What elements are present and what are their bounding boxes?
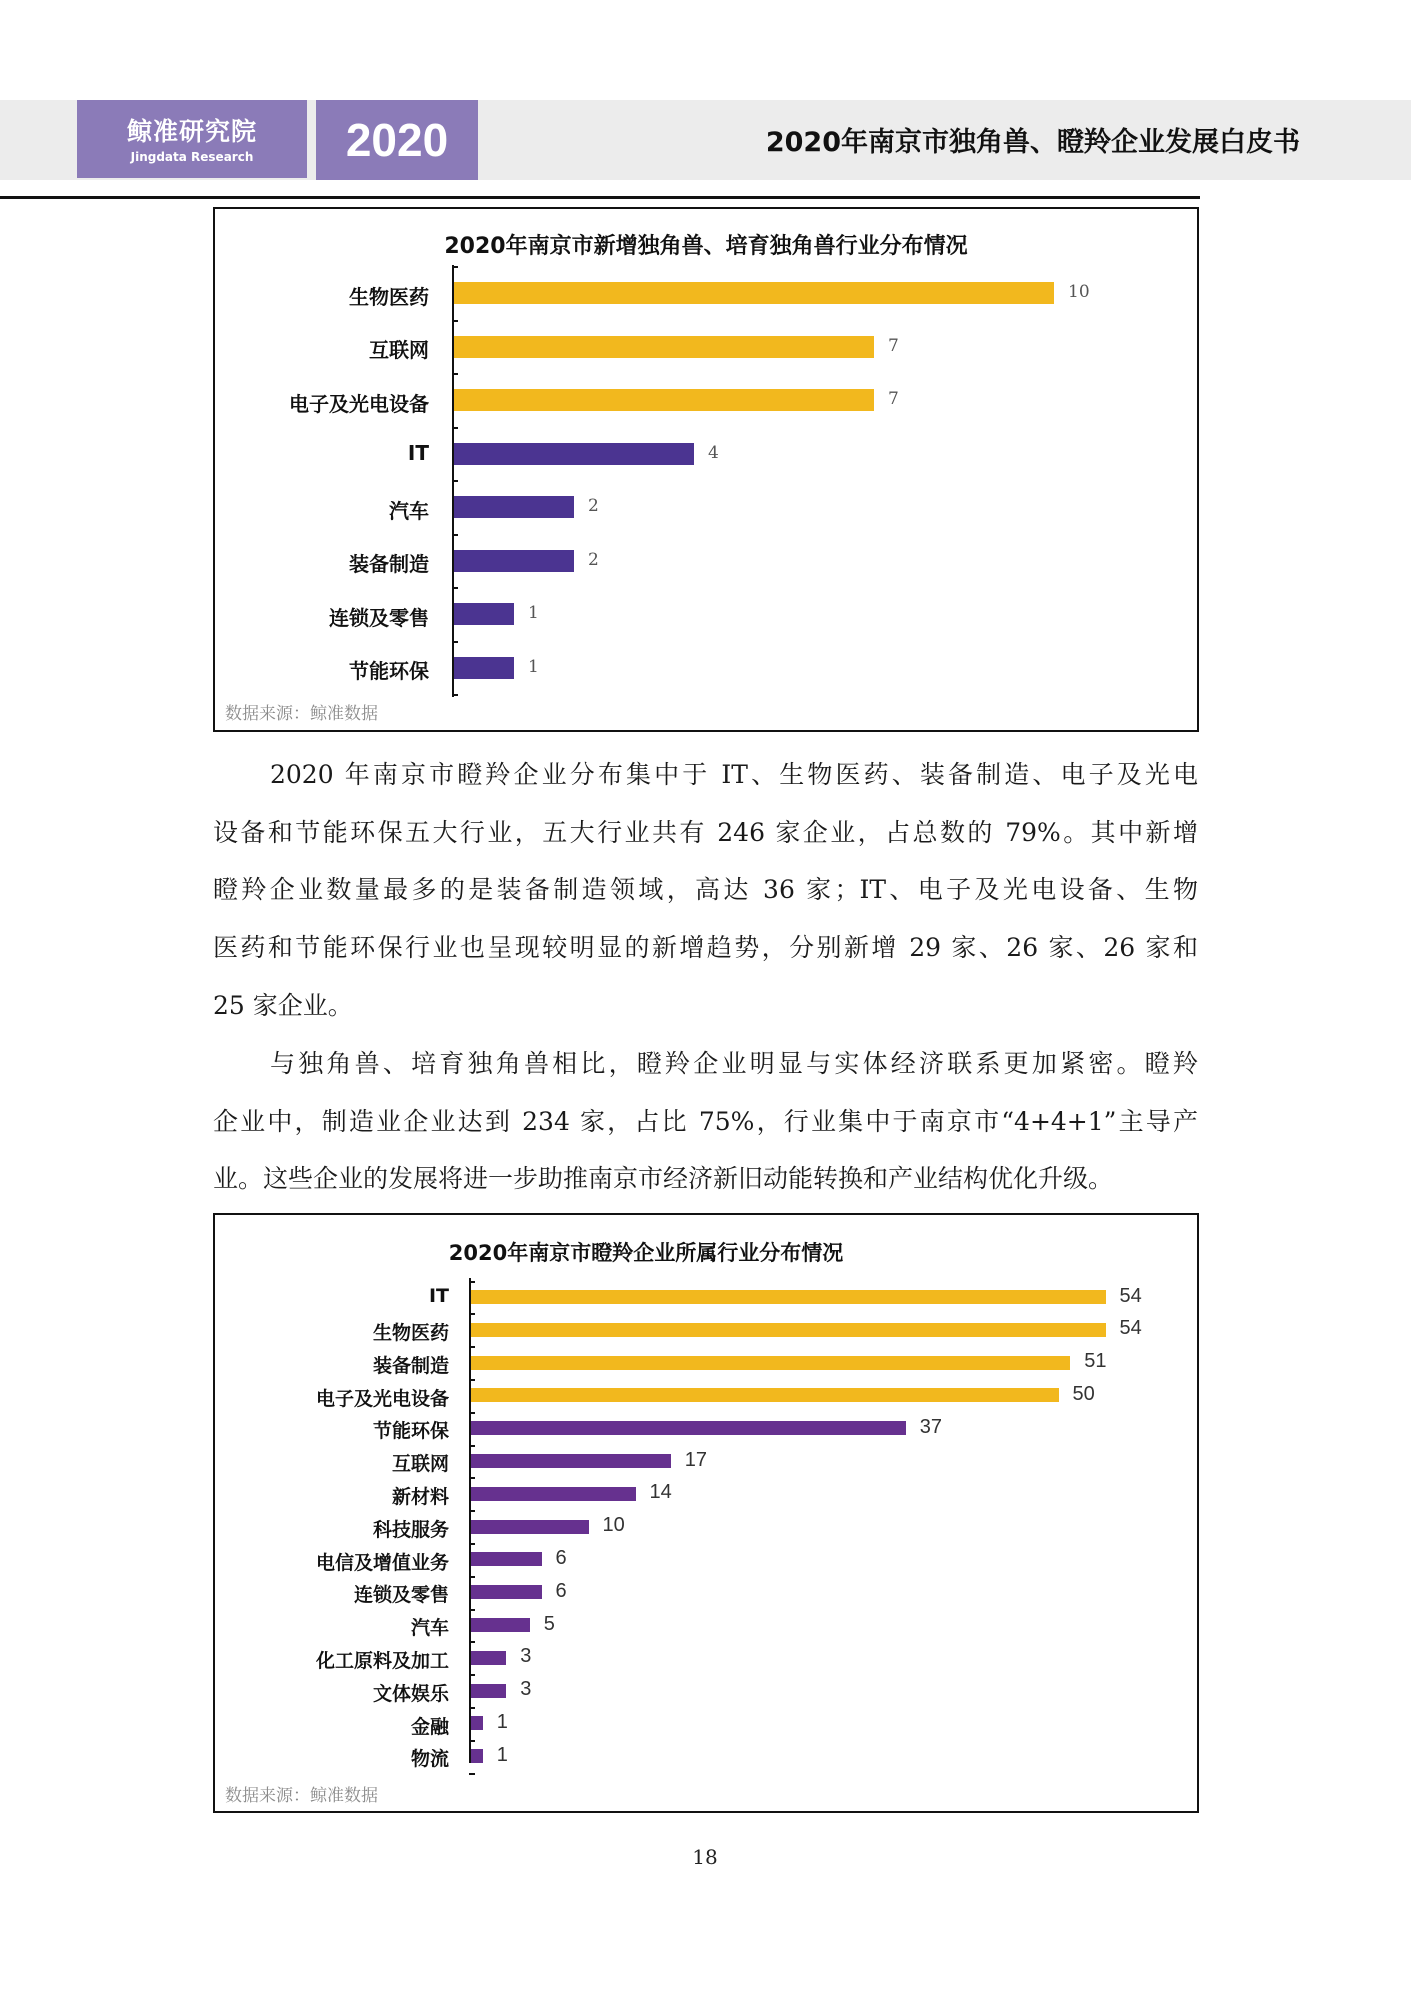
category-label: 电子及光电设备	[289, 391, 429, 416]
bar	[471, 1388, 1059, 1402]
axis-tick	[469, 1707, 475, 1709]
axis-tick	[469, 1379, 475, 1381]
bar	[471, 1749, 483, 1763]
paragraph-line: 与独角兽、培育独角兽相比，瞪羚企业明显与实体经济联系更加紧密。瞪羚	[270, 1049, 1198, 1078]
category-label: IT	[407, 441, 429, 466]
bar	[454, 389, 874, 411]
category-label: 新材料	[391, 1486, 449, 1509]
value-label: 6	[555, 1579, 567, 1602]
category-label: 连锁及零售	[329, 605, 429, 630]
logo-cn-text: 鲸准研究院	[126, 117, 257, 146]
value-label: 17	[684, 1448, 707, 1471]
bar	[471, 1552, 542, 1566]
logo-en-text: Jingdata Research	[130, 150, 254, 164]
chart-title: 2020年南京市瞪羚企业所属行业分布情况	[448, 1241, 844, 1265]
axis-tick	[452, 587, 458, 589]
paragraph-line: 企业中，制造业企业达到 234 家，占比 75%，行业集中于南京市“4+4+1”主导产	[213, 1106, 1198, 1136]
value-label: 2	[588, 496, 599, 517]
bar	[471, 1618, 530, 1632]
header-divider	[0, 196, 1200, 199]
bar	[454, 282, 1054, 304]
value-label: 1	[496, 1711, 508, 1733]
value-label: 1	[496, 1743, 508, 1766]
bar	[454, 550, 574, 572]
value-label: 10	[602, 1514, 625, 1537]
category-label: 互联网	[369, 338, 429, 363]
paragraph-line: 瞪羚企业数量最多的是装备制造领域，高达 36 家；IT、电子及光电设备、生物	[213, 875, 1198, 905]
axis-tick	[452, 534, 458, 536]
axis-tick	[469, 1510, 475, 1512]
category-label: 装备制造	[372, 1354, 449, 1377]
bar	[471, 1716, 483, 1730]
bar	[454, 496, 574, 518]
category-label: 节能环保	[349, 659, 429, 684]
axis-tick	[469, 1674, 475, 1676]
category-label: 连锁及零售	[353, 1584, 449, 1607]
value-label: 3	[520, 1645, 532, 1668]
axis-tick	[469, 1576, 475, 1578]
axis-tick	[452, 641, 458, 643]
axis-tick	[469, 1412, 475, 1414]
logo	[77, 100, 307, 178]
year-badge: 2020	[316, 100, 478, 180]
data-source: 数据来源：鲸准数据	[225, 1786, 378, 1806]
axis-tick	[452, 480, 458, 482]
category-label: 装备制造	[349, 552, 429, 577]
value-label: 3	[520, 1678, 532, 1701]
chart-title: 2020年南京市新增独角兽、培育独角兽行业分布情况	[444, 234, 968, 259]
bar	[454, 443, 694, 465]
category-label: 节能环保	[372, 1420, 449, 1443]
axis-tick	[469, 1477, 475, 1479]
axis-tick	[469, 1641, 475, 1643]
category-label: 科技服务	[372, 1518, 449, 1541]
value-label: 2	[588, 549, 599, 570]
value-label: 7	[888, 389, 899, 410]
axis-tick	[469, 1445, 475, 1447]
value-label: 54	[1119, 1317, 1142, 1340]
chart-gazelle-industries	[213, 1213, 1199, 1813]
data-source: 数据来源：鲸准数据	[225, 704, 378, 724]
bar	[471, 1651, 506, 1665]
value-label: 37	[919, 1415, 942, 1438]
document-title: 2020年南京市独角兽、瞪羚企业发展白皮书	[765, 127, 1300, 158]
paragraph-line: 25 家企业。	[213, 990, 353, 1020]
paragraph-line: 医药和节能环保行业也呈现较明显的新增趋势，分别新增 29 家、26 家、26 家和	[213, 933, 1198, 963]
axis-tick	[452, 320, 458, 322]
bar	[454, 657, 514, 679]
page-number: 18	[692, 1845, 718, 1869]
category-label: 金融	[410, 1715, 449, 1738]
value-label: 14	[649, 1481, 672, 1504]
value-label: 50	[1072, 1383, 1095, 1405]
category-label: 文体娱乐	[372, 1682, 449, 1705]
bar	[471, 1585, 542, 1599]
bar	[471, 1356, 1070, 1370]
category-label: 互联网	[391, 1453, 449, 1476]
axis-tick	[452, 427, 458, 429]
value-label: 4	[708, 442, 719, 463]
value-label: 1	[528, 656, 539, 677]
bar	[471, 1454, 671, 1468]
bar	[471, 1290, 1106, 1304]
axis-tick	[469, 1543, 475, 1545]
value-label: 51	[1084, 1350, 1107, 1373]
axis-tick	[469, 1346, 475, 1348]
bar	[471, 1323, 1106, 1337]
paragraph-line: 设备和节能环保五大行业，五大行业共有 246 家企业，占总数的 79%。其中新增	[213, 817, 1198, 847]
value-label: 5	[543, 1612, 555, 1635]
value-label: 6	[555, 1547, 567, 1569]
bar	[454, 336, 874, 358]
chart-new-unicorns	[213, 207, 1199, 732]
category-label: 生物医药	[372, 1322, 449, 1345]
category-label: 化工原料及加工	[315, 1650, 449, 1673]
category-label: 物流	[410, 1748, 449, 1771]
bar	[454, 603, 514, 625]
axis-tick	[452, 694, 458, 696]
axis-tick	[452, 266, 458, 268]
value-label: 7	[888, 335, 899, 356]
axis-tick	[469, 1281, 475, 1283]
value-label: 54	[1119, 1284, 1142, 1307]
axis-tick	[469, 1773, 475, 1775]
value-label: 1	[528, 603, 539, 624]
category-label: 电子及光电设备	[315, 1387, 449, 1410]
category-label: 汽车	[410, 1617, 449, 1640]
category-label: 电信及增值业务	[315, 1551, 449, 1574]
value-label: 10	[1068, 282, 1090, 303]
axis-tick	[469, 1313, 475, 1315]
category-label: 生物医药	[349, 284, 429, 309]
category-label: 汽车	[389, 498, 429, 523]
paragraph-line: 2020 年南京市瞪羚企业分布集中于 IT、生物医药、装备制造、电子及光电	[270, 760, 1198, 789]
axis-tick	[469, 1740, 475, 1742]
bar	[471, 1684, 506, 1698]
bar	[471, 1520, 589, 1534]
bar	[471, 1421, 906, 1435]
axis-tick	[469, 1609, 475, 1611]
axis-tick	[452, 373, 458, 375]
paragraph-line: 业。这些企业的发展将进一步助推南京市经济新旧动能转换和产业结构优化升级。	[213, 1164, 1114, 1194]
category-label: IT	[428, 1285, 449, 1308]
bar	[471, 1487, 636, 1501]
